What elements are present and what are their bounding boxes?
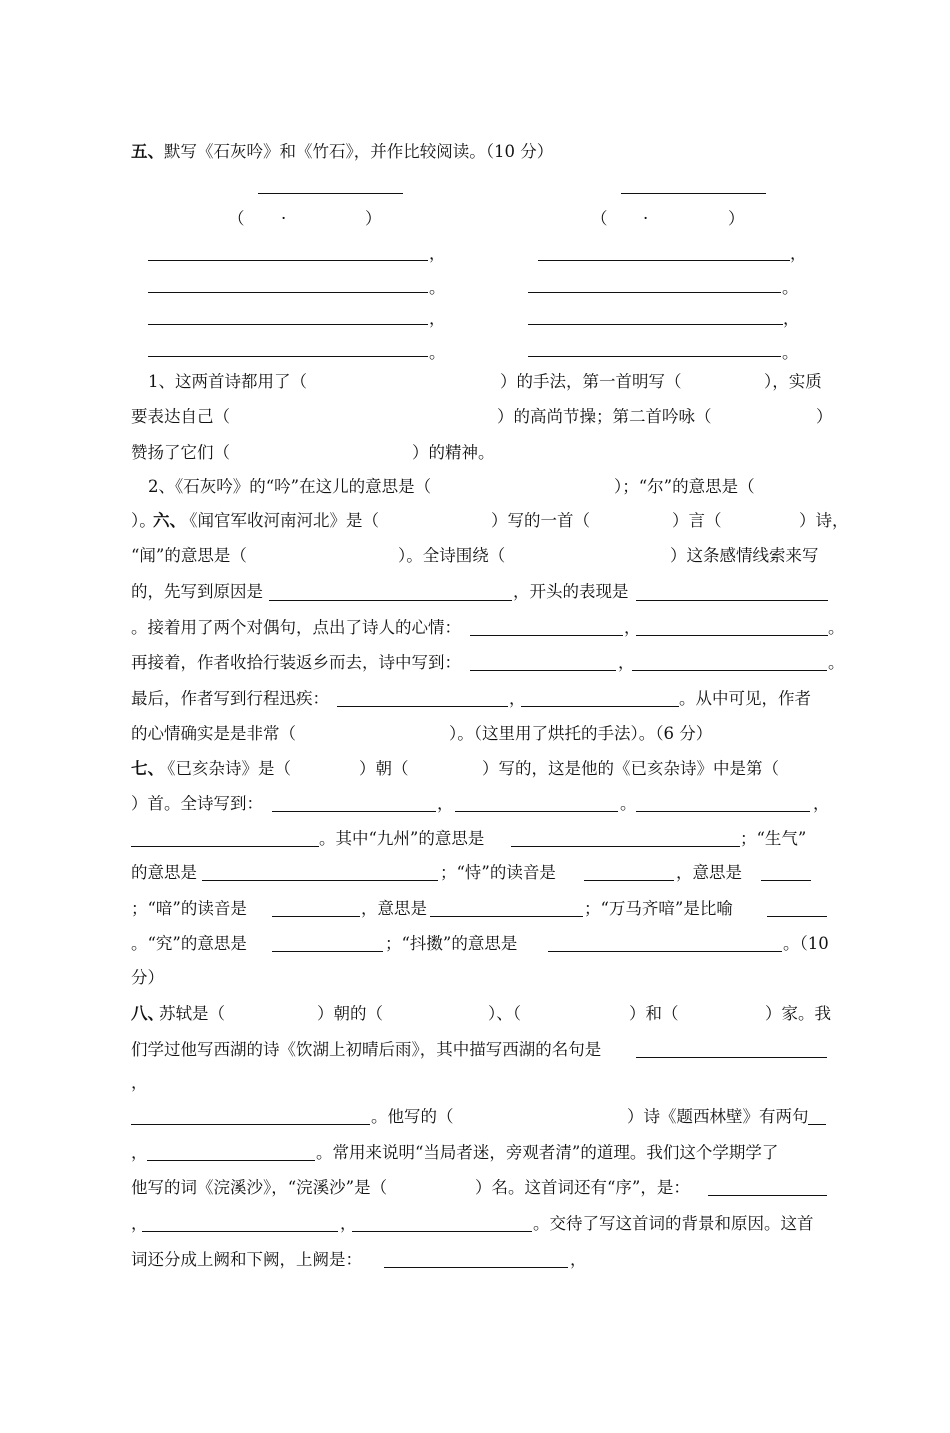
poem1-line4-blank[interactable]	[148, 356, 428, 357]
s8-upper-stanza-blank[interactable]	[384, 1267, 568, 1268]
poem2-author-paren-open: （	[591, 209, 608, 228]
s7-l6-a: 。“究”的意思是	[131, 934, 247, 953]
poem1-line1-comma: ，	[429, 244, 446, 263]
s6-l3-a: 的，先写到原因是	[131, 582, 263, 601]
s8-xilin2-blank[interactable]	[147, 1160, 315, 1161]
s7-shi-meaning-blank[interactable]	[761, 880, 811, 881]
s7-yin-pron-blank[interactable]	[272, 916, 360, 917]
q2-text-b: ）；“尔”的意思是（	[614, 477, 755, 496]
s8-preface2-blank[interactable]	[142, 1231, 338, 1232]
s8-xilin1-blank[interactable]	[808, 1124, 826, 1125]
s7-l1-a: 《已亥杂诗》是（	[159, 759, 291, 778]
s6-l1-d: ）言（	[672, 511, 722, 530]
s8-preface1-blank[interactable]	[708, 1195, 827, 1196]
s6-opening-blank[interactable]	[636, 600, 828, 601]
poem2-line2-blank[interactable]	[528, 292, 781, 293]
s7-l5-c: ；“万马齐喑”是比喻	[584, 899, 733, 918]
s6-l1-c: ）写的一首（	[491, 511, 590, 530]
poem1-line2-blank[interactable]	[148, 292, 428, 293]
s6-l5-b: ，	[618, 653, 635, 672]
s6-reason-blank[interactable]	[269, 600, 512, 601]
s8-l7-a: ，	[131, 1214, 148, 1233]
s6-l4-a: 。接着用了两个对偶句，点出了诗人的心情：	[131, 618, 461, 637]
s7-dousou-blank[interactable]	[548, 951, 782, 952]
s8-l7-c: 。交待了写这首词的背景和原因。这首	[533, 1214, 814, 1233]
q1-text-e: ）的高尚节操；第二首吟咏（	[497, 407, 712, 426]
s6-l4-c: 。	[828, 618, 845, 637]
s8-l1-d: ）和（	[629, 1004, 679, 1023]
poem1-author-paren-close: ）	[365, 209, 382, 228]
s7-jiu-blank[interactable]	[272, 951, 383, 952]
s7-l2-c: 。	[620, 794, 637, 813]
poem1-line3-comma: ，	[429, 309, 446, 328]
q1-text-c: ），实质	[764, 372, 822, 391]
s7-l2-a: ）首。全诗写到：	[131, 794, 263, 813]
section5-title: 默写《石灰吟》和《竹石》，并作比较阅读。（10 分）	[164, 142, 554, 161]
s6-journey2-blank[interactable]	[521, 706, 679, 707]
s6-l7-b: ）。（这里用了烘托的手法）。（6 分）	[449, 724, 713, 743]
s6-l6-b: ，	[509, 689, 526, 708]
s6-couplet1-blank[interactable]	[470, 635, 623, 636]
s6-l2-a: “闻”的意思是（	[131, 546, 247, 565]
s8-westlake1-blank[interactable]	[636, 1057, 827, 1058]
s8-l4-a: 。他写的（	[371, 1107, 454, 1126]
s8-westlake2-blank[interactable]	[131, 1124, 370, 1125]
poem2-line3-blank[interactable]	[528, 324, 783, 325]
section5-heading	[131, 141, 828, 163]
section8-number: 八、	[131, 1004, 164, 1023]
s8-l1-a: 苏轼是（	[159, 1004, 225, 1023]
s7-l3-b: ；“生气”	[740, 829, 807, 848]
s8-l7-b: ，	[340, 1214, 357, 1233]
s8-l4-b: ）诗《题西林壁》有两句	[627, 1107, 809, 1126]
s6-return2-blank[interactable]	[632, 670, 827, 671]
s8-l2-a: 们学过他写西湖的诗《饮湖上初晴后雨》，其中描写西湖的名句是	[131, 1040, 602, 1059]
poem1-line4-period: 。	[429, 343, 446, 362]
poem2-title-blank[interactable]	[621, 193, 766, 194]
s6-l6-a: 最后，作者写到行程迅疾：	[131, 689, 329, 708]
s7-poem2-blank[interactable]	[455, 811, 618, 812]
s7-l4-c: ，意思是	[676, 863, 742, 882]
s7-l7-a: 分）	[131, 968, 164, 987]
s8-l1-c: ）、（	[488, 1004, 521, 1023]
s8-l5-b: 。常用来说明“当局者迷，旁观者清”的道理。我们这个学期学了	[316, 1143, 779, 1162]
s8-l8-a: 词还分成上阙和下阙，上阙是：	[131, 1250, 362, 1269]
s6-l7-a: 的心情确实是是非常（	[131, 724, 296, 743]
s6-couplet2-blank[interactable]	[636, 635, 828, 636]
s6-l1-b: 《闻官军收河南河北》是（	[181, 511, 379, 530]
poem2-line2-period: 。	[782, 278, 799, 297]
section6-number: 六、	[153, 511, 186, 530]
s6-l1-e: ）诗，	[799, 511, 849, 530]
s8-l1-e: ）家。我	[765, 1004, 831, 1023]
s6-l5-c: 。	[828, 653, 845, 672]
s7-l3-a: 。其中“九州”的意思是	[319, 829, 485, 848]
s6-l2-c: ）这条感情线索来写	[670, 546, 819, 565]
poem1-line1-blank[interactable]	[148, 260, 428, 261]
s7-shi-pron-blank[interactable]	[584, 880, 674, 881]
s7-l4-a: 的意思是	[131, 863, 197, 882]
poem1-line2-period: 。	[429, 278, 446, 297]
q1-text-f: ）	[816, 407, 833, 426]
s7-poem1-blank[interactable]	[272, 811, 436, 812]
poem2-author-dot: ·	[643, 209, 649, 228]
section7-number: 七、	[131, 759, 164, 778]
s6-l3-b: ，开头的表现是	[513, 582, 629, 601]
poem2-author-paren-close: ）	[728, 209, 745, 228]
poem1-title-blank[interactable]	[258, 193, 403, 194]
s6-l2-b: ）。全诗围绕（	[398, 546, 506, 565]
poem1-author-paren-open: （	[228, 209, 245, 228]
s8-l6-a: 他写的词《浣溪沙》，“浣溪沙”是（	[131, 1178, 388, 1197]
s7-l4-b: ；“恃”的读音是	[440, 863, 556, 882]
s7-l5-a: ；“喑”的读音是	[131, 899, 247, 918]
s6-l1-a: ）。	[131, 511, 156, 530]
s7-l1-b: ）朝（	[359, 759, 409, 778]
s7-l5-b: ，意思是	[361, 899, 427, 918]
poem2-line1-comma: ，	[790, 244, 807, 263]
s7-l6-c: 。（10	[783, 934, 829, 953]
q1-text-d: 要表达自己（	[131, 407, 230, 426]
s8-l1-b: ）朝的（	[317, 1004, 383, 1023]
q1-text-a: 1、这两首诗都用了（	[148, 372, 307, 391]
q1-text-g: 赞扬了它们（	[131, 443, 230, 462]
s8-l8-b: ，	[570, 1250, 587, 1269]
s6-l4-b: ，	[624, 618, 641, 637]
s7-l6-b: ；“抖擞”的意思是	[385, 934, 518, 953]
poem2-line3-comma: ，	[783, 309, 800, 328]
s8-l6-b: ）名。这首词还有“序”，是：	[475, 1178, 690, 1197]
s7-l2-b: ，	[437, 794, 454, 813]
s6-l5-a: 再接着，作者收拾行装返乡而去，诗中写到：	[131, 653, 461, 672]
poem2-line1-blank[interactable]	[538, 260, 790, 261]
s8-preface3-blank[interactable]	[352, 1231, 532, 1232]
s7-l2-d: ，	[813, 794, 830, 813]
q2-text-a: 2、《石灰吟》的“吟”在这儿的意思是（	[148, 477, 432, 496]
poem1-author-dot: ·	[281, 209, 287, 228]
s7-poem4-blank[interactable]	[131, 846, 319, 847]
poem2-line4-period: 。	[782, 343, 799, 362]
s6-l6-c: 。从中可见，作者	[679, 689, 811, 708]
poem2-line4-blank[interactable]	[528, 356, 781, 357]
q1-text-h: ）的精神。	[412, 443, 495, 462]
poem1-line3-blank[interactable]	[148, 324, 428, 325]
s6-return1-blank[interactable]	[470, 670, 616, 671]
s7-metaphor-blank[interactable]	[767, 916, 827, 917]
s7-yin-meaning-blank[interactable]	[430, 916, 583, 917]
s7-poem3-blank[interactable]	[636, 811, 810, 812]
s6-journey1-blank[interactable]	[337, 706, 508, 707]
s8-l5-a: ，	[131, 1143, 148, 1162]
s8-l3-a: ，	[131, 1073, 148, 1092]
s7-l1-c: ）写的，这是他的《已亥杂诗》中是第（	[482, 759, 779, 778]
s7-jiuzhou-blank[interactable]	[511, 846, 740, 847]
s7-shengqi-blank[interactable]	[202, 880, 438, 881]
q1-text-b: ）的手法，第一首明写（	[500, 372, 682, 391]
section5-number: 五、	[131, 142, 164, 161]
